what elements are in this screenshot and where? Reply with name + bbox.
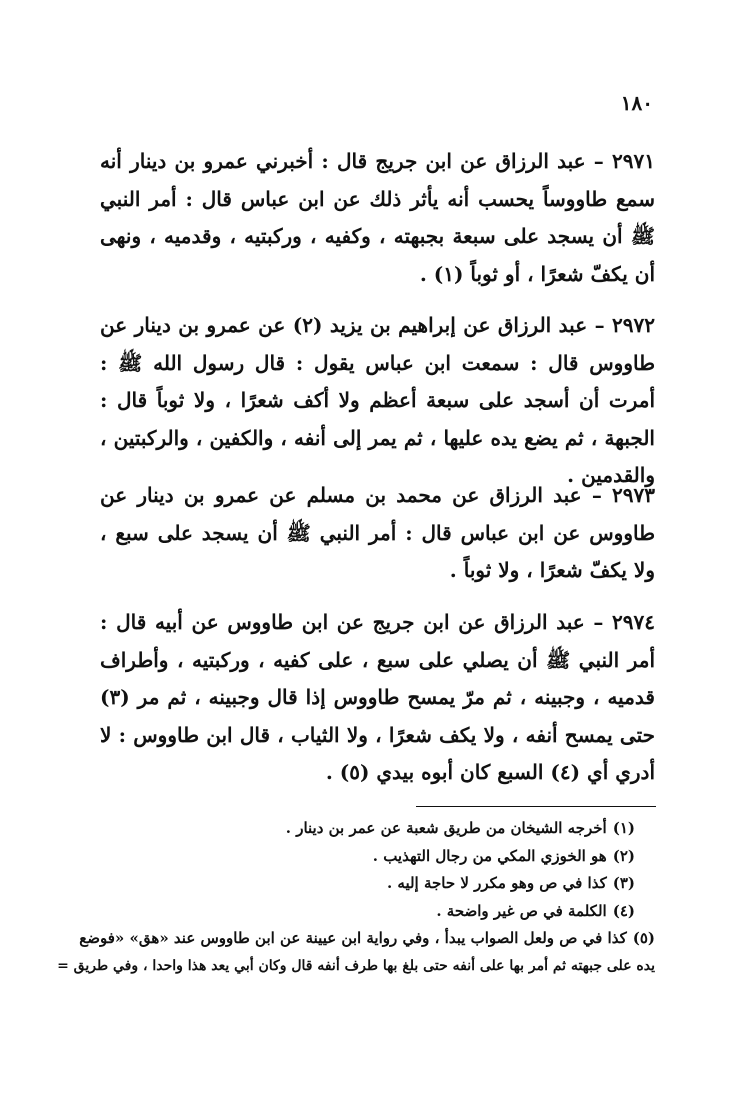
footnote-number: (٥) [632, 929, 655, 947]
footnote [79, 925, 655, 953]
footnote-number: (١) [612, 819, 635, 837]
footnote-divider [416, 806, 656, 807]
footnote [100, 898, 655, 926]
hadith-text: – عبد الرزاق عن ابن جريج قال : أخبرني عمرو بن دينار أنه سمع طاووساً يحسب أنه يأثر ذلك عن ابن عباس قال : أمر النبي ﷺ أن يسجد على سبعة بجبهته ، وكفيه ، وركبتيه ، وقدميه ، ونهى أن يكفّ شعرًا ، أو ثوباً (١) . [100, 149, 655, 286]
hadith-text: – عبد الرزاق عن محمد بن مسلم عن عمرو بن دينار عن طاووس عن ابن عباس قال : أمر النبي ﷺ أن يسجد على سبع ، ولا يكفّ شعرًا ، ولا ثوباً . [100, 483, 655, 582]
footnote-number: (٤) [612, 901, 635, 920]
hadith-number: ٢٩٧٢ [612, 313, 655, 337]
footnote [100, 870, 655, 898]
hadith-number: ٢٩٧١ [612, 149, 655, 173]
hadith-paragraph [100, 307, 655, 495]
footnote-text: كذا في ص وهو مكرر لا حاجة إليه . [386, 874, 607, 892]
page-number: ١٨٠ [620, 91, 653, 115]
footnote-text: الكلمة في ص غير واضحة . [436, 901, 607, 920]
footnote-text: أخرجه الشيخان من طريق شعبة عن عمر بن دينار . [285, 819, 607, 837]
footnotes [57, 815, 655, 980]
hadith-text: – عبد الرزاق عن ابن جريج عن ابن طاووس عن أبيه قال : أمر النبي ﷺ أن يصلي على سبع ، على كفيه ، وركبتيه ، وأطراف قدميه ، وجبينه ، ثم مرّ يمسح طاووس إذا قال وجبينه ، ثم مر (٣) حتى يمسح أنفه ، ولا يكف شعرًا ، ولا الثياب ، قال ابن طاووس : لا أدري أي (٤) السبع كان أبوه بيدي (٥) . [100, 610, 655, 784]
footnote [100, 843, 655, 871]
footnote-text: كذا في ص ولعل الصواب يبدأ ، وفي رواية ابن عيينة عن ابن طاووس عند «هق» «فوضع [79, 929, 627, 947]
footnote-text: هو الخوزي المكي من رجال التهذيب . [372, 846, 607, 865]
hadith-paragraph [100, 477, 655, 590]
hadith-number: ٢٩٧٤ [612, 610, 655, 634]
hadith-text: – عبد الرزاق عن إبراهيم بن يزيد (٢) عن عمرو بن دينار عن طاووس قال : سمعت ابن عباس يقول : قال رسول الله ﷺ : أمرت أن أسجد على سبعة أعظم ولا أكف شعرًا ، ولا ثوباً قال : الجبهة ، ثم يضع يده عليها ، ثم يمر إلى أنفه ، والكفين ، والركبتين ، والقدمين . [100, 313, 655, 487]
hadith-paragraph [100, 604, 655, 792]
hadith-number: ٢٩٧٣ [612, 483, 655, 507]
footnote-continuation: يده على جبهته ثم أمر بها على أنفه حتى بلغ بها طرف أنفه قال وكان أبي يعد هذا واحدا ، وفي طريق = [57, 957, 655, 974]
hadith-paragraph [100, 143, 655, 293]
footnote-number: (٢) [612, 846, 635, 865]
footnote [100, 815, 655, 843]
footnote-number: (٣) [612, 874, 635, 892]
